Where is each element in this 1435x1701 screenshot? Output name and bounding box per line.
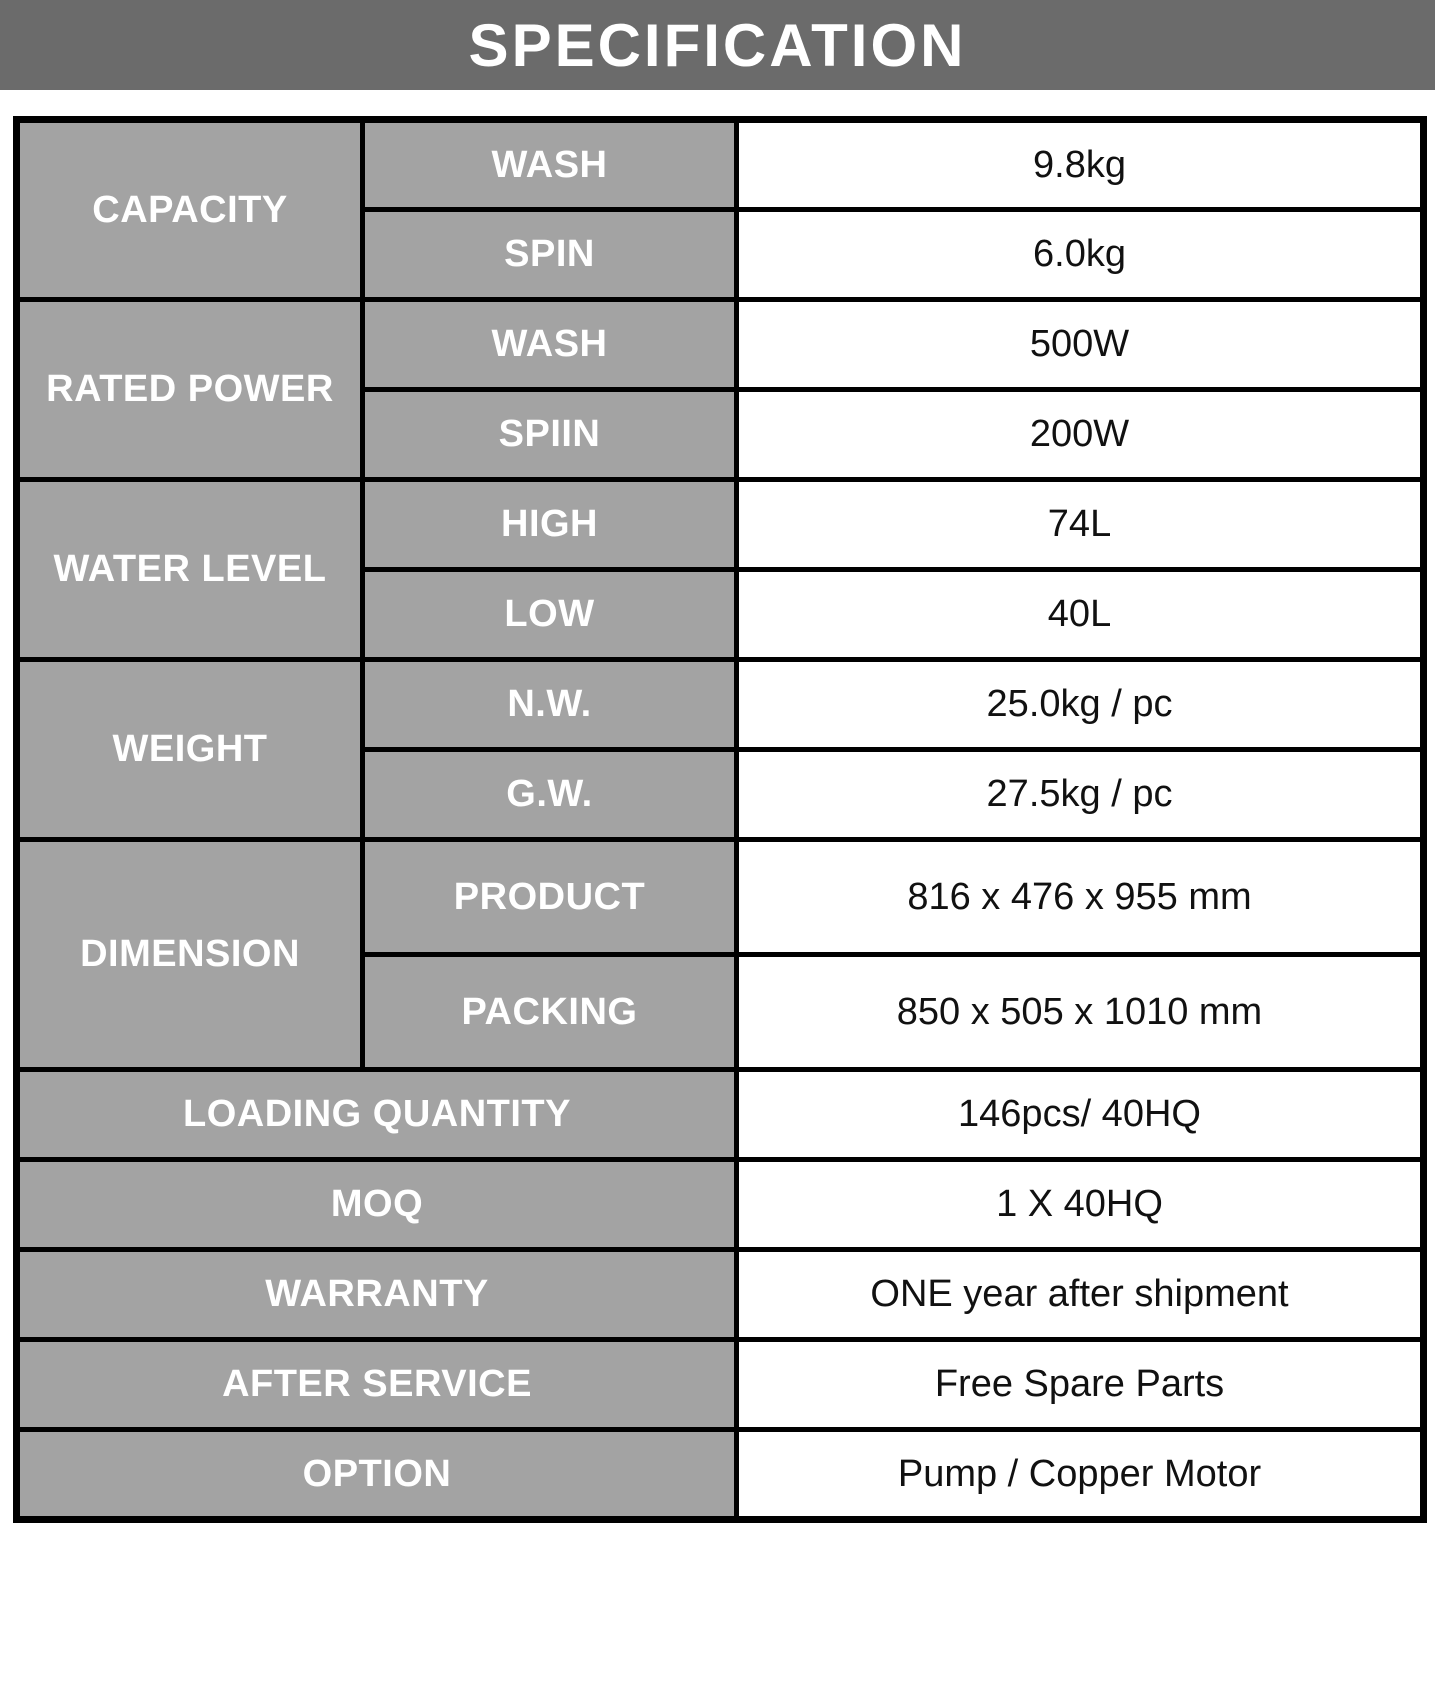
category-warranty: WARRANTY xyxy=(17,1250,737,1340)
category-rated-power: RATED POWER xyxy=(17,300,363,480)
spec-value: 27.5kg / pc xyxy=(737,750,1424,840)
spec-value: 146pcs/ 40HQ xyxy=(737,1070,1424,1160)
spec-value: 25.0kg / pc xyxy=(737,660,1424,750)
spec-value: 500W xyxy=(737,300,1424,390)
spec-value: 816 x 476 x 955 mm xyxy=(737,840,1424,955)
table-row xyxy=(17,1340,1424,1430)
spec-value: Free Spare Parts xyxy=(737,1340,1424,1430)
spec-value: ONE year after shipment xyxy=(737,1250,1424,1340)
subcategory-label: WASH xyxy=(363,120,737,210)
subcategory-label: SPIN xyxy=(363,210,737,300)
category-option: OPTION xyxy=(17,1430,737,1520)
table-row xyxy=(17,300,1424,390)
table-row xyxy=(17,1070,1424,1160)
spec-value: 74L xyxy=(737,480,1424,570)
subcategory-label: WASH xyxy=(363,300,737,390)
subcategory-label: HIGH xyxy=(363,480,737,570)
table-row xyxy=(17,1250,1424,1340)
spec-value: 1 X 40HQ xyxy=(737,1160,1424,1250)
table-row xyxy=(17,1430,1424,1520)
category-water-level: WATER LEVEL xyxy=(17,480,363,660)
category-after-service: AFTER SERVICE xyxy=(17,1340,737,1430)
table-row xyxy=(17,840,1424,955)
subcategory-label: PACKING xyxy=(363,955,737,1070)
subcategory-label: G.W. xyxy=(363,750,737,840)
table-row xyxy=(17,660,1424,750)
category-moq: MOQ xyxy=(17,1160,737,1250)
table-row xyxy=(17,120,1424,210)
spec-value: 850 x 505 x 1010 mm xyxy=(737,955,1424,1070)
category-loading-quantity: LOADING QUANTITY xyxy=(17,1070,737,1160)
spec-value: 6.0kg xyxy=(737,210,1424,300)
category-dimension: DIMENSION xyxy=(17,840,363,1070)
spec-value: Pump / Copper Motor xyxy=(737,1430,1424,1520)
spec-value: 200W xyxy=(737,390,1424,480)
table-row xyxy=(17,1160,1424,1250)
category-weight: WEIGHT xyxy=(17,660,363,840)
spec-table xyxy=(13,116,1427,1523)
header-banner xyxy=(0,0,1435,90)
subcategory-label: N.W. xyxy=(363,660,737,750)
subcategory-label: SPIIN xyxy=(363,390,737,480)
page-title: SPECIFICATION xyxy=(468,11,967,79)
spec-value: 9.8kg xyxy=(737,120,1424,210)
subcategory-label: PRODUCT xyxy=(363,840,737,955)
spec-value: 40L xyxy=(737,570,1424,660)
subcategory-label: LOW xyxy=(363,570,737,660)
category-capacity: CAPACITY xyxy=(17,120,363,300)
table-row xyxy=(17,480,1424,570)
